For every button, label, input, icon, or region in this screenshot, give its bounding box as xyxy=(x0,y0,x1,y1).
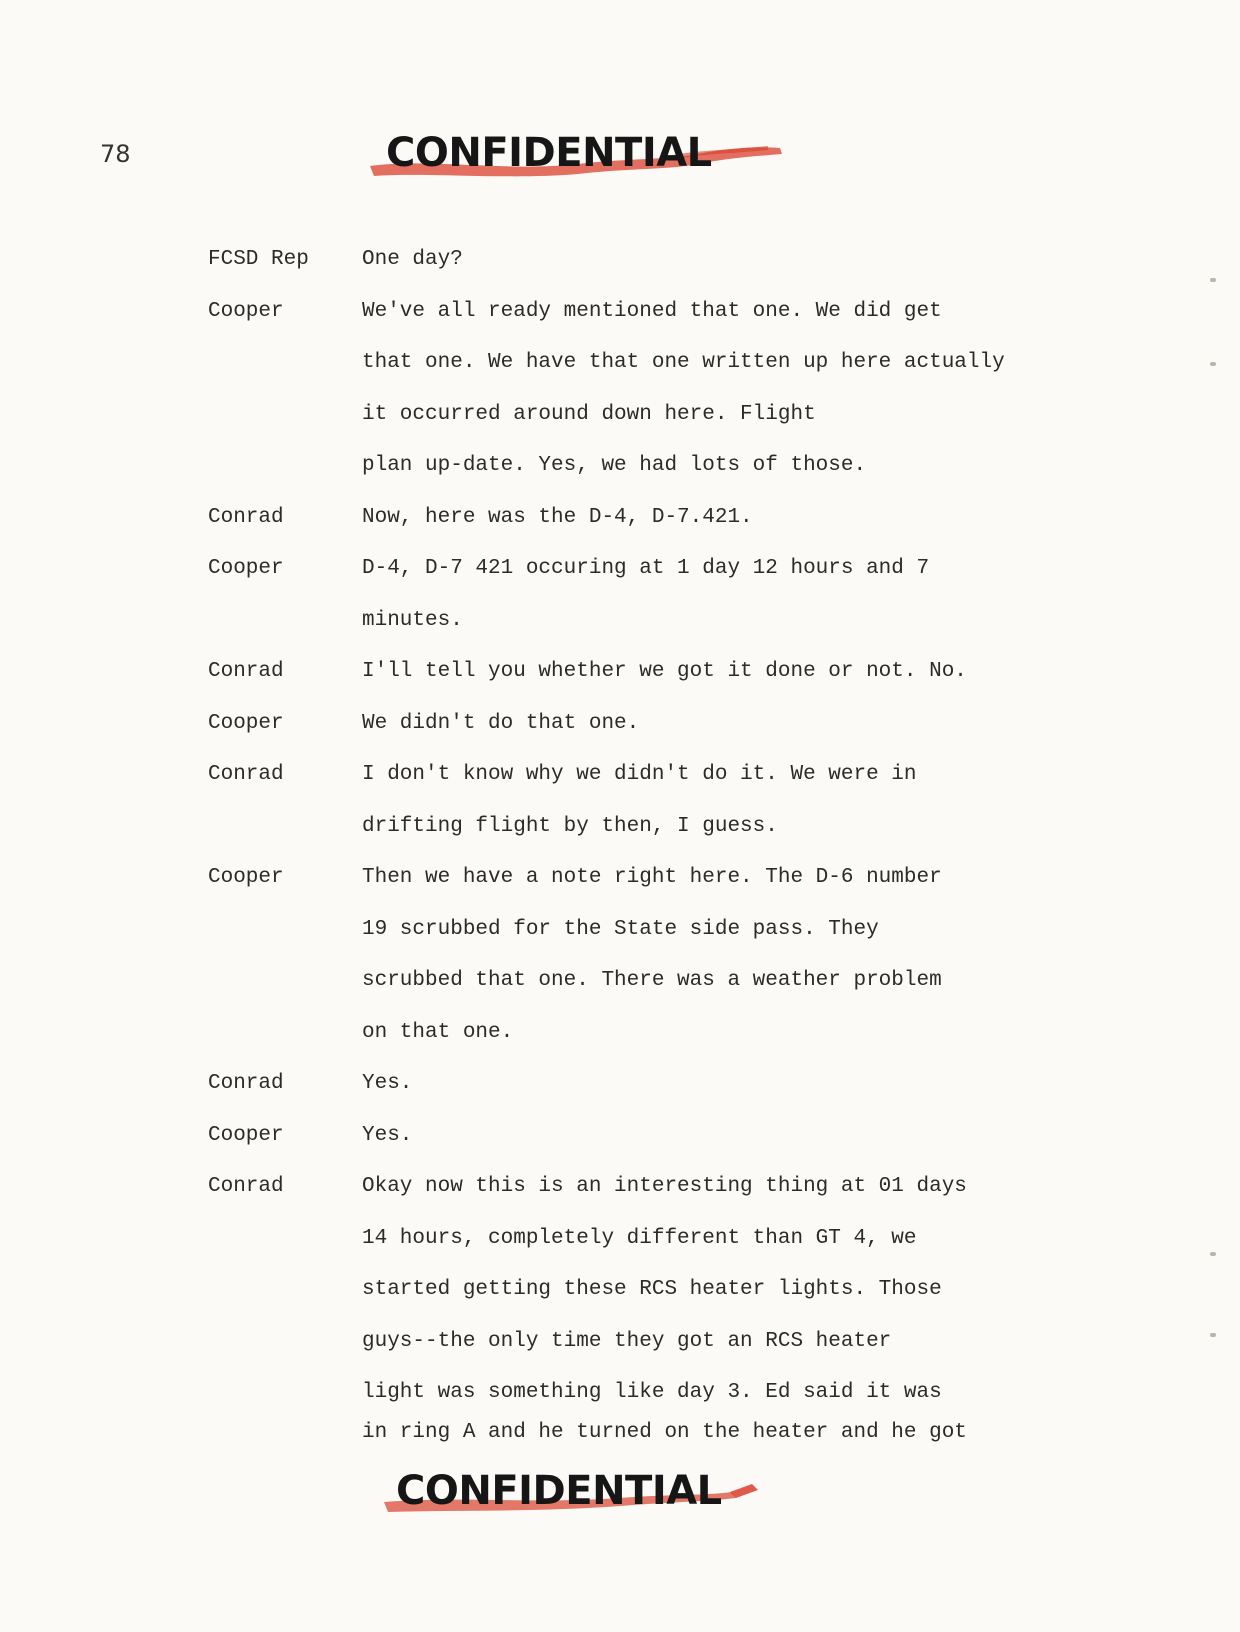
dialogue-line: One day? xyxy=(362,248,463,271)
dialogue-line: I don't know why we didn't do it. We were in xyxy=(362,763,917,786)
dialogue-line: Okay now this is an interesting thing at 01 days xyxy=(362,1175,967,1198)
confidential-text-bottom: CONFIDENTIAL xyxy=(396,1468,722,1514)
dialogue-line: plan up-date. Yes, we had lots of those. xyxy=(362,454,867,477)
dialogue-line: started getting these RCS heater lights. Those xyxy=(362,1278,942,1301)
dialogue-line: Yes. xyxy=(362,1123,413,1147)
speaker-label: Cooper xyxy=(208,1123,284,1147)
confidential-stamp-top xyxy=(368,128,788,188)
speaker-label: Conrad xyxy=(208,1072,284,1095)
dialogue-line: drifting flight by then, I guess. xyxy=(362,814,778,838)
dialogue-line: Now, here was the D-4, D-7.421. xyxy=(362,505,753,529)
speaker-label: Conrad xyxy=(208,505,284,529)
margin-mark xyxy=(1210,1252,1216,1256)
margin-mark xyxy=(1210,362,1216,366)
speaker-label: Conrad xyxy=(208,660,284,683)
dialogue-line: in ring A and he turned on the heater and he got xyxy=(362,1420,967,1444)
margin-mark xyxy=(1210,278,1216,282)
dialogue-line: on that one. xyxy=(362,1020,514,1044)
speaker-label: Conrad xyxy=(208,763,284,786)
dialogue-line: 14 hours, completely different than GT 4, we xyxy=(362,1226,917,1250)
dialogue-line: scrubbed that one. There was a weather problem xyxy=(362,969,942,992)
confidential-text-top: CONFIDENTIAL xyxy=(386,130,712,176)
speaker-label: Conrad xyxy=(208,1175,284,1198)
speaker-label: Cooper xyxy=(208,299,284,323)
dialogue-line: minutes. xyxy=(362,608,463,632)
speaker-label: FCSD Rep xyxy=(208,248,309,271)
dialogue-line: I'll tell you whether we got it done or not. No. xyxy=(362,660,967,683)
dialogue-line: it occurred around down here. Flight xyxy=(362,402,816,426)
speaker-label: Cooper xyxy=(208,711,284,735)
dialogue-line: guys--the only time they got an RCS heater xyxy=(362,1329,892,1353)
margin-mark xyxy=(1210,1333,1216,1337)
dialogue-line: Then we have a note right here. The D-6 number xyxy=(362,866,942,889)
dialogue-line: We've all ready mentioned that one. We did get xyxy=(362,299,942,323)
dialogue-line: Yes. xyxy=(362,1072,413,1095)
dialogue-line: that one. We have that one written up here actually xyxy=(362,351,1005,374)
speaker-label: Cooper xyxy=(208,557,284,580)
dialogue-line: D-4, D-7 421 occuring at 1 day 12 hours and 7 xyxy=(362,557,930,580)
dialogue-line: We didn't do that one. xyxy=(362,711,640,735)
page-number: 78 xyxy=(100,140,131,168)
confidential-stamp-bottom xyxy=(380,1468,800,1528)
dialogue-line: 19 scrubbed for the State side pass. They xyxy=(362,917,879,941)
dialogue-line: light was something like day 3. Ed said it was xyxy=(362,1381,942,1404)
speaker-label: Cooper xyxy=(208,866,284,889)
